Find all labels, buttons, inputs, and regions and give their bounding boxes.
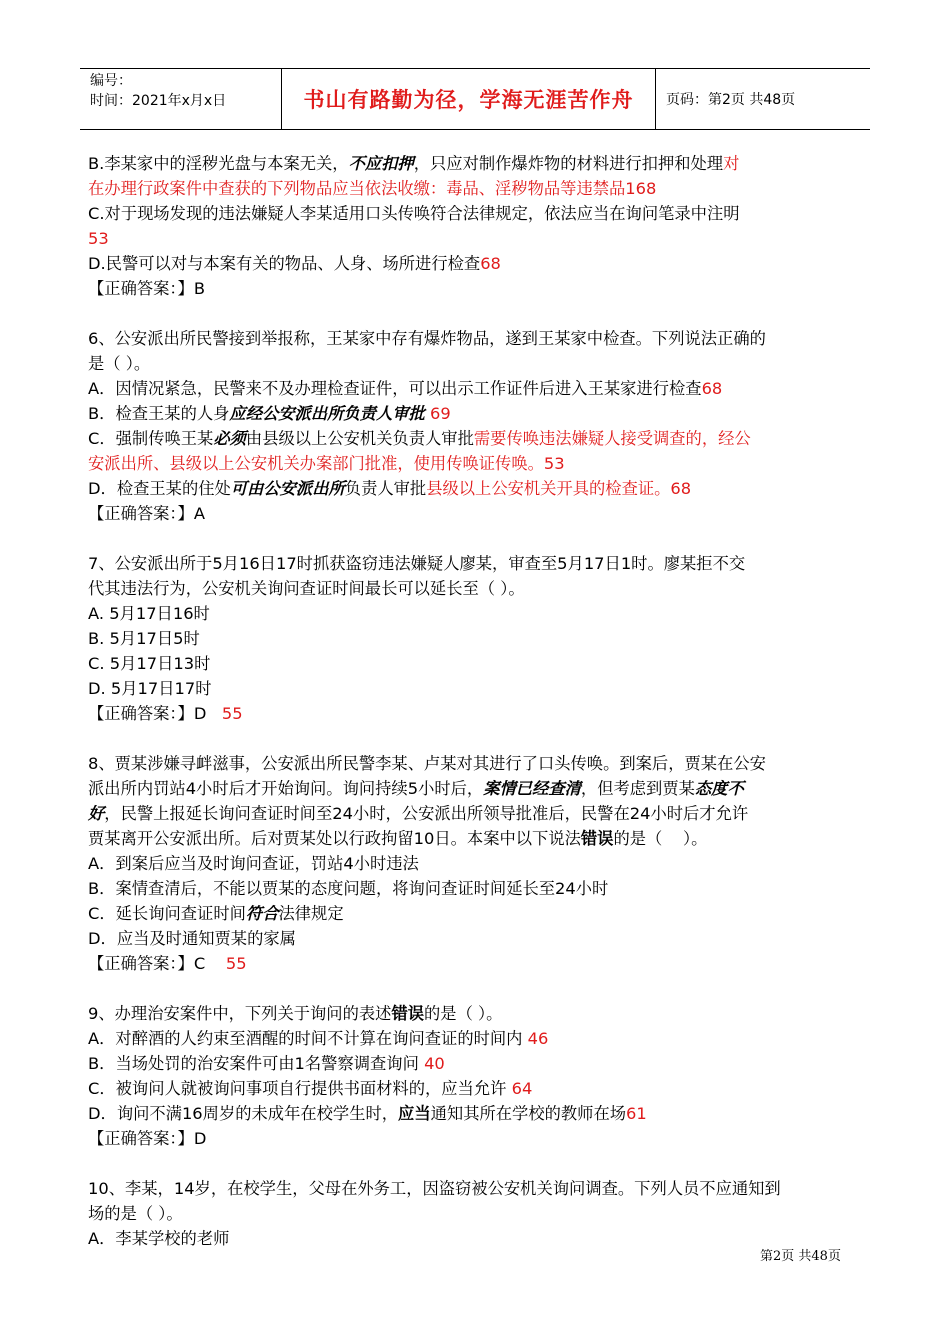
q6-option-c: C．强制传唤王某必须由县级以上公安机关负责人审批需要传唤违法嫌疑人接受调查的，经公 <box>88 429 751 448</box>
serial-label: 编号： <box>90 73 132 89</box>
q5-option-b: B.李某家中的淫秽光盘与本案无关，不应扣押，只应对制作爆炸物的材料进行扣押和处理对 <box>88 154 740 173</box>
q7-stem: 7、公安派出所于5月16日17时抓获盗窃违法嫌疑人廖某，审查至5月17日1时。廖某拒不交 <box>88 554 746 573</box>
q5-answer: 【正确答案：】B <box>88 279 205 298</box>
q6-stem-cont: 是（ ）。 <box>88 354 151 373</box>
header-page-label: 页码：第2页 共48页 <box>666 92 796 108</box>
q7-answer: 【正确答案：】D 55 <box>88 704 243 723</box>
date-label: 时间：2021年x月x日 <box>90 93 227 109</box>
q7-option-c: C. 5月17日13时 <box>88 654 211 673</box>
q5-option-c-ref: 53 <box>88 229 109 248</box>
q5-option-c: C.对于现场发现的违法嫌疑人李某适用口头传唤符合法律规定，依法应当在询问笔录中注明 <box>88 204 740 223</box>
q7-stem-cont: 代其违法行为，公安机关询问查证时间最长可以延长至（ ）。 <box>88 579 525 598</box>
page-header <box>80 68 870 130</box>
q9-option-a: A．对醉酒的人约束至酒醒的时间不计算在询问查证的时间内 46 <box>88 1029 549 1048</box>
header-meta <box>80 69 282 129</box>
q8-option-c: C．延长询问查证时间符合法律规定 <box>88 904 344 923</box>
q7-option-b: B. 5月17日5时 <box>88 629 200 648</box>
q8-stem-cont-1: 派出所内罚站4小时后才开始询问。询问持续5小时后，案情已经查清，但考虑到贾某态度不 <box>88 779 744 798</box>
q10-stem: 10、李某，14岁，在校学生，父母在外务工，因盗窃被公安机关询问调查。下列人员不应通知到 <box>88 1179 781 1198</box>
q9-answer: 【正确答案：】D <box>88 1129 207 1148</box>
q8-stem-cont-2: 好，民警上报延长询问查证时间至24小时，公安派出所领导批准后，民警在24小时后才允许 <box>88 804 749 823</box>
header-motto: 书山有路勤为径，学海无涯苦作舟 <box>282 69 656 129</box>
q10-option-a: A．李某学校的老师 <box>88 1229 230 1248</box>
q7-option-a: A. 5月17日16时 <box>88 604 210 623</box>
q7-option-d: D. 5月17日17时 <box>88 679 212 698</box>
q6-answer: 【正确答案：】A <box>88 504 205 523</box>
q10-stem-cont: 场的是（ ）。 <box>88 1204 183 1223</box>
q8-option-b: B．案情查清后，不能以贾某的态度问题，将询问查证时间延长至24小时 <box>88 879 609 898</box>
q8-answer: 【正确答案：】C 55 <box>88 954 247 973</box>
q9-option-c: C．被询问人就被询问事项自行提供书面材料的，应当允许 64 <box>88 1079 533 1098</box>
q6-option-a: A．因情况紧急，民警来不及办理检查证件，可以出示工作证件后进入王某家进行检查68 <box>88 379 723 398</box>
q8-stem-cont-3: 贾某离开公安派出所。后对贾某处以行政拘留10日。本案中以下说法错误的是（ ）。 <box>88 829 708 848</box>
q6-option-d: D．检查王某的住处可由公安派出所负责人审批县级以上公安机关开具的检查证。68 <box>88 479 692 498</box>
document-body <box>88 151 866 1251</box>
q6-option-c-note: 安派出所、县级以上公安机关办案部门批准，使用传唤证传唤。53 <box>88 454 565 473</box>
q6-option-b: B．检查王某的人身应经公安派出所负责人审批 69 <box>88 404 451 423</box>
q5-option-d: D.民警可以对与本案有关的物品、人身、场所进行检查68 <box>88 254 501 273</box>
q9-option-b: B．当场处罚的治安案件可由1名警察调查询问 40 <box>88 1054 445 1073</box>
q6-stem: 6、公安派出所民警接到举报称，王某家中存有爆炸物品，遂到王某家中检查。下列说法正确的 <box>88 329 766 348</box>
q8-option-a: A．到案后应当及时询问查证，罚站4小时违法 <box>88 854 419 873</box>
q5-option-b-note: 在办理行政案件中查获的下列物品应当依法收缴：毒品、淫秽物品等违禁品168 <box>88 179 657 198</box>
q9-option-d: D．询问不满16周岁的未成年在校学生时，应当通知其所在学校的教师在场61 <box>88 1104 647 1123</box>
q8-option-d: D．应当及时通知贾某的家属 <box>88 929 296 948</box>
footer-page-label: 第2页 共48页 <box>760 1249 841 1264</box>
q8-stem: 8、贾某涉嫌寻衅滋事，公安派出所民警李某、卢某对其进行了口头传唤。到案后，贾某在公安 <box>88 754 766 773</box>
q9-stem: 9、办理治安案件中，下列关于询问的表述错误的是（ ）。 <box>88 1004 503 1023</box>
